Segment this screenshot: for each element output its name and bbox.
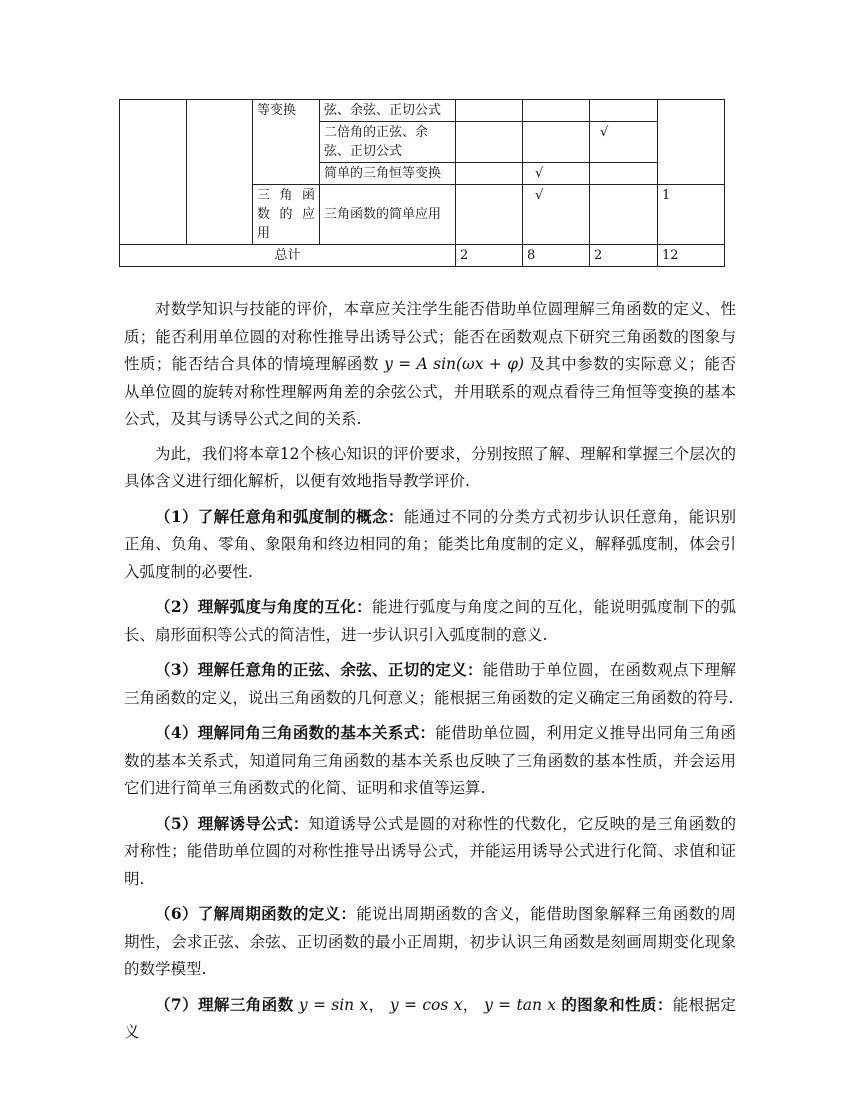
formula: y = cos x xyxy=(389,995,463,1014)
list-item xyxy=(124,503,736,587)
item-heading: （6）了解周期函数的定义： xyxy=(155,904,357,923)
table-cell-empty xyxy=(120,100,187,245)
item-cell xyxy=(320,122,456,163)
topic-label: 三 角 函数 的 应用 xyxy=(257,188,315,241)
item-text: 能通过不同的分类方式初步认识任意角，能识别正角、负角、零角、象限角和终边相同的角；能类比角度制的定义，解释弧度制，体会引入弧度制的必要性. xyxy=(124,507,736,581)
item-heading: 的图象和性质： xyxy=(561,994,673,1014)
mark-cell xyxy=(523,122,590,163)
evaluation-table xyxy=(119,99,725,267)
mark-cell xyxy=(456,163,523,185)
list-item: （7）理解三角函数 y = sin x， y = cos x， y = tan x 的图象和性质：能根据定义 xyxy=(124,994,736,1041)
item-text: 能进行弧度与角度之间的互化，能说明弧度制下的弧长、扇形面积等公式的简洁性，进一步认识引入弧度制的意义. xyxy=(124,598,736,644)
item-text: 能借助于单位圆，在函数观点下理解三角函数的定义，说出三角函数的几何意义；能根据三角函数的定义确定三角函数的符号. xyxy=(124,661,736,707)
item-text: 能借助单位圆，利用定义推导出同角三角函数的基本关系式，知道同角三角函数的基本关系也反映了三角函数的基本性质，并会运用它们进行简单三角函数式的化简、证明和求值等运算. xyxy=(124,724,736,797)
check-mark: √ xyxy=(535,188,544,203)
topic-cell xyxy=(253,100,320,185)
mark-cell xyxy=(523,100,590,122)
formula: y = A sin(ωx + φ) xyxy=(384,355,525,373)
mark-cell xyxy=(590,163,658,185)
count-cell xyxy=(658,100,725,185)
mark-cell xyxy=(523,163,590,185)
mark-cell xyxy=(456,122,523,163)
item-heading: （7）理解三角函数 xyxy=(155,994,294,1014)
item-label: 弦、余弦、正切公式 xyxy=(324,103,442,118)
item-label: 三角函数的简单应用 xyxy=(324,207,442,222)
total-row xyxy=(120,245,725,267)
list-item xyxy=(124,810,736,894)
topic-label: 等变换 xyxy=(257,103,297,118)
item-cell xyxy=(320,100,456,122)
body-text xyxy=(124,296,736,1054)
item-text: 能说出周期函数的含义，能借助图象解释三角函数的周期性，会求正弦、余弦、正切函数的最小正周期，初步认识三角函数是刻画周期变化现象的数学模型. xyxy=(124,905,736,978)
list-item xyxy=(124,593,736,649)
item-heading: （5）理解诱导公式： xyxy=(155,813,309,833)
paragraph-text: 为此，我们将本章12个核心知识的评价要求，分别按照了解、理解和掌握三个层次的具体含义进行细化解析，以便有效地指导教学评价. xyxy=(124,444,736,490)
paragraph xyxy=(124,441,736,496)
formula: y = tan x xyxy=(484,995,557,1014)
item-label: 二倍角的正弦、余弦、正切公式 xyxy=(324,125,429,159)
mark-cell xyxy=(590,100,658,122)
mark-cell xyxy=(590,185,658,245)
item-text: 知道诱导公式是圆的对称性的代数化，它反映的是三角函数的对称性；能借助单位圆的对称性推导出诱导公式，并能运用诱导公式进行化简、求值和证明. xyxy=(124,814,736,888)
item-heading: （2）理解弧度与角度的互化： xyxy=(155,597,373,616)
mark-cell xyxy=(590,122,658,163)
paragraph xyxy=(124,296,736,434)
total-cell xyxy=(590,245,658,267)
total-label: 总计 xyxy=(274,248,301,263)
paragraph-text: 及其中参数的实际意义；能否从单位圆的旋转对称性理解两角差的余弦公式，并用联系的观点看待三角恒等变换的基本公式，及其与诱导公式之间的关系. xyxy=(124,355,736,428)
item-heading: （1）了解任意角和弧度制的概念： xyxy=(155,506,404,526)
mark-cell xyxy=(456,185,523,245)
check-mark: √ xyxy=(600,125,609,140)
table-row xyxy=(120,100,725,122)
mark-cell xyxy=(456,100,523,122)
total-cell xyxy=(456,245,523,267)
item-heading: （3）理解任意角的正弦、余弦、正切的定义： xyxy=(155,660,483,679)
table-cell-empty xyxy=(187,100,253,245)
item-cell xyxy=(320,185,456,245)
count-value: 1 xyxy=(662,188,671,203)
item-heading: （4）理解同角三角函数的基本关系式： xyxy=(155,723,436,742)
total-value: 2 xyxy=(460,248,469,263)
total-value: 2 xyxy=(594,248,603,263)
total-value: 12 xyxy=(662,248,679,263)
topic-cell xyxy=(253,185,320,245)
total-cell xyxy=(523,245,590,267)
list-item xyxy=(124,656,736,712)
paragraph-text: 对数学知识与技能的评价，本章应关注学生能否借助单位圆理解三角函数的定义、性质；能否利用单位圆的对称性推导出诱导公式；能否在函数观点下研究三角函数的图象与性质；能否结合具体的情境理解函数 xyxy=(124,300,736,373)
list-item xyxy=(124,719,736,803)
total-cell xyxy=(658,245,725,267)
item-text: 能根据定义 xyxy=(124,995,736,1041)
check-mark: √ xyxy=(535,166,544,181)
formula: y = sin x xyxy=(298,995,369,1014)
item-cell xyxy=(320,163,456,185)
count-cell xyxy=(658,185,725,245)
total-label-cell xyxy=(120,245,456,267)
list-item xyxy=(124,900,736,984)
item-label: 简单的三角恒等变换 xyxy=(324,166,442,181)
mark-cell xyxy=(523,185,590,245)
total-value: 8 xyxy=(527,248,536,263)
